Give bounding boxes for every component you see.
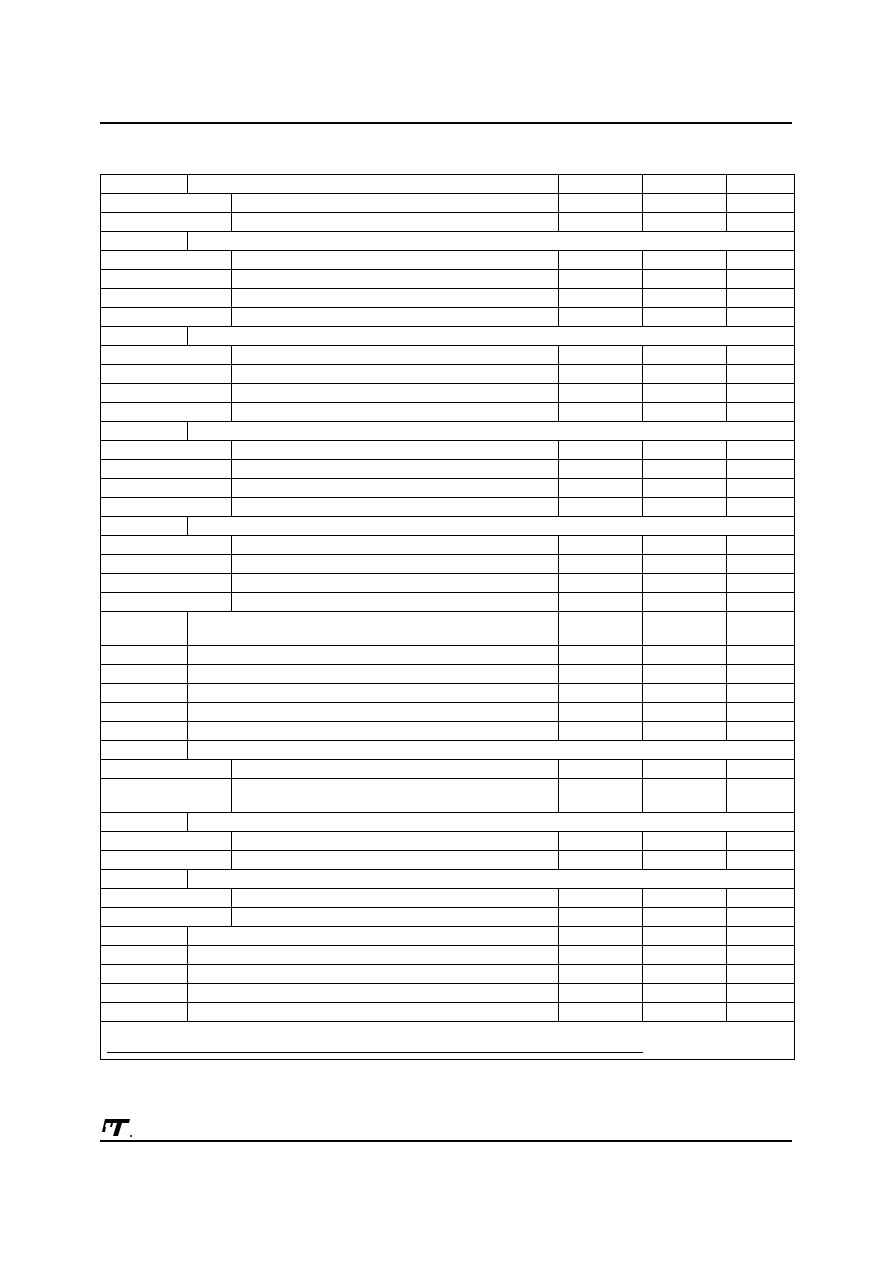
parameter-cell [188,984,559,1003]
table-row [101,593,795,612]
max-cell [727,346,795,365]
table-row [101,965,795,984]
parameter-cell [232,365,559,384]
min-cell [559,1003,643,1022]
min-cell [559,832,643,851]
min-cell [559,612,643,646]
min-cell [559,536,643,555]
min-cell [559,555,643,574]
max-cell [727,251,795,270]
footer-rule [100,1140,792,1142]
group-symbol-cell [101,813,188,832]
min-cell [559,479,643,498]
min-cell [559,665,643,684]
table-row [101,308,795,327]
table-row [101,665,795,684]
typ-cell [643,289,727,308]
symbol-cell [101,308,232,327]
max-cell [727,270,795,289]
typ-cell [643,665,727,684]
parameter-cell [232,479,559,498]
typ-cell [643,536,727,555]
symbol-cell [101,927,188,946]
max-cell [727,536,795,555]
typ-cell [643,612,727,646]
parameter-cell [188,722,559,741]
parameter-cell [232,460,559,479]
parameter-cell [188,646,559,665]
parameter-cell [232,851,559,870]
parameter-cell [232,555,559,574]
typ-cell [643,946,727,965]
max-cell [727,479,795,498]
symbol-cell [101,851,232,870]
typ-cell [643,365,727,384]
parameter-cell [232,593,559,612]
parameter-cell [188,946,559,965]
table-row [101,779,795,813]
symbol-cell [101,460,232,479]
table-row [101,1022,795,1060]
min-cell [559,403,643,422]
max-cell [727,593,795,612]
typ-cell [643,346,727,365]
typ-cell [643,175,727,194]
table-row [101,927,795,946]
min-cell [559,965,643,984]
max-cell [727,722,795,741]
symbol-cell [101,289,232,308]
parameter-cell [232,441,559,460]
table-row [101,555,795,574]
parameter-cell [232,908,559,927]
min-cell [559,308,643,327]
typ-cell [643,908,727,927]
symbol-cell [101,574,232,593]
parameter-cell [188,175,559,194]
min-cell [559,646,643,665]
group-symbol-cell [101,327,188,346]
typ-cell [643,593,727,612]
group-title-cell [188,741,795,760]
parameter-cell [232,289,559,308]
min-cell [559,574,643,593]
table-row [101,574,795,593]
typ-cell [643,832,727,851]
specification-table [100,174,794,1060]
typ-cell [643,927,727,946]
footnote-separator [107,1052,643,1053]
table-row [101,612,795,646]
max-cell [727,779,795,813]
typ-cell [643,384,727,403]
symbol-cell [101,908,232,927]
group-title-cell [188,813,795,832]
max-cell [727,965,795,984]
table-row [101,479,795,498]
max-cell [727,460,795,479]
table-row [101,346,795,365]
symbol-cell [101,703,188,722]
parameter-cell [232,498,559,517]
max-cell [727,365,795,384]
table-row [101,232,795,251]
typ-cell [643,460,727,479]
max-cell [727,308,795,327]
typ-cell [643,270,727,289]
table-row [101,175,795,194]
max-cell [727,612,795,646]
table-row [101,536,795,555]
symbol-cell [101,441,232,460]
parameter-cell [232,760,559,779]
min-cell [559,889,643,908]
symbol-cell [101,646,188,665]
table-row [101,460,795,479]
symbol-cell [101,175,188,194]
group-title-cell [188,870,795,889]
min-cell [559,384,643,403]
symbol-cell [101,612,188,646]
parameter-cell [188,703,559,722]
symbol-cell [101,403,232,422]
max-cell [727,908,795,927]
max-cell [727,384,795,403]
parameter-cell [232,574,559,593]
min-cell [559,213,643,232]
parameter-cell [232,384,559,403]
symbol-cell [101,270,232,289]
table-row [101,498,795,517]
symbol-cell [101,684,188,703]
symbol-cell [101,965,188,984]
min-cell [559,460,643,479]
symbol-cell [101,946,188,965]
min-cell [559,703,643,722]
typ-cell [643,441,727,460]
typ-cell [643,555,727,574]
symbol-cell [101,889,232,908]
symbol-cell [101,536,232,555]
max-cell [727,984,795,1003]
group-symbol-cell [101,232,188,251]
max-cell [727,289,795,308]
parameter-cell [188,927,559,946]
typ-cell [643,479,727,498]
max-cell [727,403,795,422]
min-cell [559,851,643,870]
table-row [101,646,795,665]
typ-cell [643,965,727,984]
max-cell [727,703,795,722]
footnote-cell [101,1022,795,1060]
symbol-cell [101,384,232,403]
typ-cell [643,703,727,722]
max-cell [727,1003,795,1022]
symbol-cell [101,251,232,270]
symbol-cell [101,555,232,574]
min-cell [559,984,643,1003]
symbol-cell [101,346,232,365]
group-title-cell [188,232,795,251]
symbol-cell [101,832,232,851]
min-cell [559,289,643,308]
min-cell [559,927,643,946]
parameter-cell [232,536,559,555]
symbol-cell [101,365,232,384]
max-cell [727,194,795,213]
min-cell [559,908,643,927]
typ-cell [643,889,727,908]
symbol-cell [101,593,232,612]
typ-cell [643,760,727,779]
typ-cell [643,684,727,703]
table-row [101,946,795,965]
header-rule [100,122,792,124]
parameter-cell [188,612,559,646]
symbol-cell [101,722,188,741]
table-row [101,403,795,422]
min-cell [559,722,643,741]
parameter-cell [232,346,559,365]
group-symbol-cell [101,870,188,889]
table-row [101,194,795,213]
max-cell [727,646,795,665]
typ-cell [643,722,727,741]
table-row [101,441,795,460]
group-title-cell [188,327,795,346]
parameter-cell [232,889,559,908]
table-row [101,517,795,536]
table-row [101,851,795,870]
max-cell [727,665,795,684]
parameter-cell [188,665,559,684]
table-row [101,908,795,927]
table-row [101,270,795,289]
symbol-cell [101,479,232,498]
min-cell [559,593,643,612]
table-row [101,1003,795,1022]
typ-cell [643,574,727,593]
min-cell [559,946,643,965]
max-cell [727,684,795,703]
table-row [101,327,795,346]
max-cell [727,760,795,779]
table-row [101,251,795,270]
min-cell [559,760,643,779]
max-cell [727,927,795,946]
max-cell [727,555,795,574]
parameter-cell [232,194,559,213]
min-cell [559,251,643,270]
parameter-cell [232,251,559,270]
min-cell [559,175,643,194]
min-cell [559,194,643,213]
parameter-cell [232,270,559,289]
group-title-cell [188,422,795,441]
table-row [101,213,795,232]
table-row [101,870,795,889]
table-row [101,384,795,403]
parameter-cell [232,213,559,232]
typ-cell [643,984,727,1003]
symbol-cell [101,779,232,813]
max-cell [727,851,795,870]
max-cell [727,441,795,460]
table-row [101,741,795,760]
symbol-cell [101,1003,188,1022]
group-symbol-cell [101,517,188,536]
parameter-cell [232,779,559,813]
group-symbol-cell [101,741,188,760]
min-cell [559,684,643,703]
typ-cell [643,1003,727,1022]
symbol-cell [101,194,232,213]
parameter-cell [188,965,559,984]
typ-cell [643,646,727,665]
typ-cell [643,251,727,270]
max-cell [727,574,795,593]
min-cell [559,441,643,460]
typ-cell [643,213,727,232]
table-row [101,365,795,384]
typ-cell [643,194,727,213]
symbol-cell [101,665,188,684]
typ-cell [643,779,727,813]
min-cell [559,498,643,517]
max-cell [727,213,795,232]
symbol-cell [101,213,232,232]
min-cell [559,270,643,289]
max-cell [727,889,795,908]
parameter-cell [232,832,559,851]
table-row [101,984,795,1003]
parameter-cell [232,403,559,422]
table-row [101,813,795,832]
table-row [101,422,795,441]
symbol-cell [101,760,232,779]
typ-cell [643,403,727,422]
symbol-cell [101,498,232,517]
table-row [101,684,795,703]
table-row [101,832,795,851]
symbol-cell [101,984,188,1003]
table-row [101,289,795,308]
typ-cell [643,308,727,327]
min-cell [559,346,643,365]
parameter-cell [188,1003,559,1022]
max-cell [727,175,795,194]
min-cell [559,779,643,813]
table-row [101,703,795,722]
group-symbol-cell [101,422,188,441]
group-title-cell [188,517,795,536]
parameter-cell [232,308,559,327]
max-cell [727,498,795,517]
typ-cell [643,851,727,870]
max-cell [727,946,795,965]
typ-cell [643,498,727,517]
table-row [101,722,795,741]
table-row [101,889,795,908]
max-cell [727,832,795,851]
parameter-cell [188,684,559,703]
table-row [101,760,795,779]
min-cell [559,365,643,384]
